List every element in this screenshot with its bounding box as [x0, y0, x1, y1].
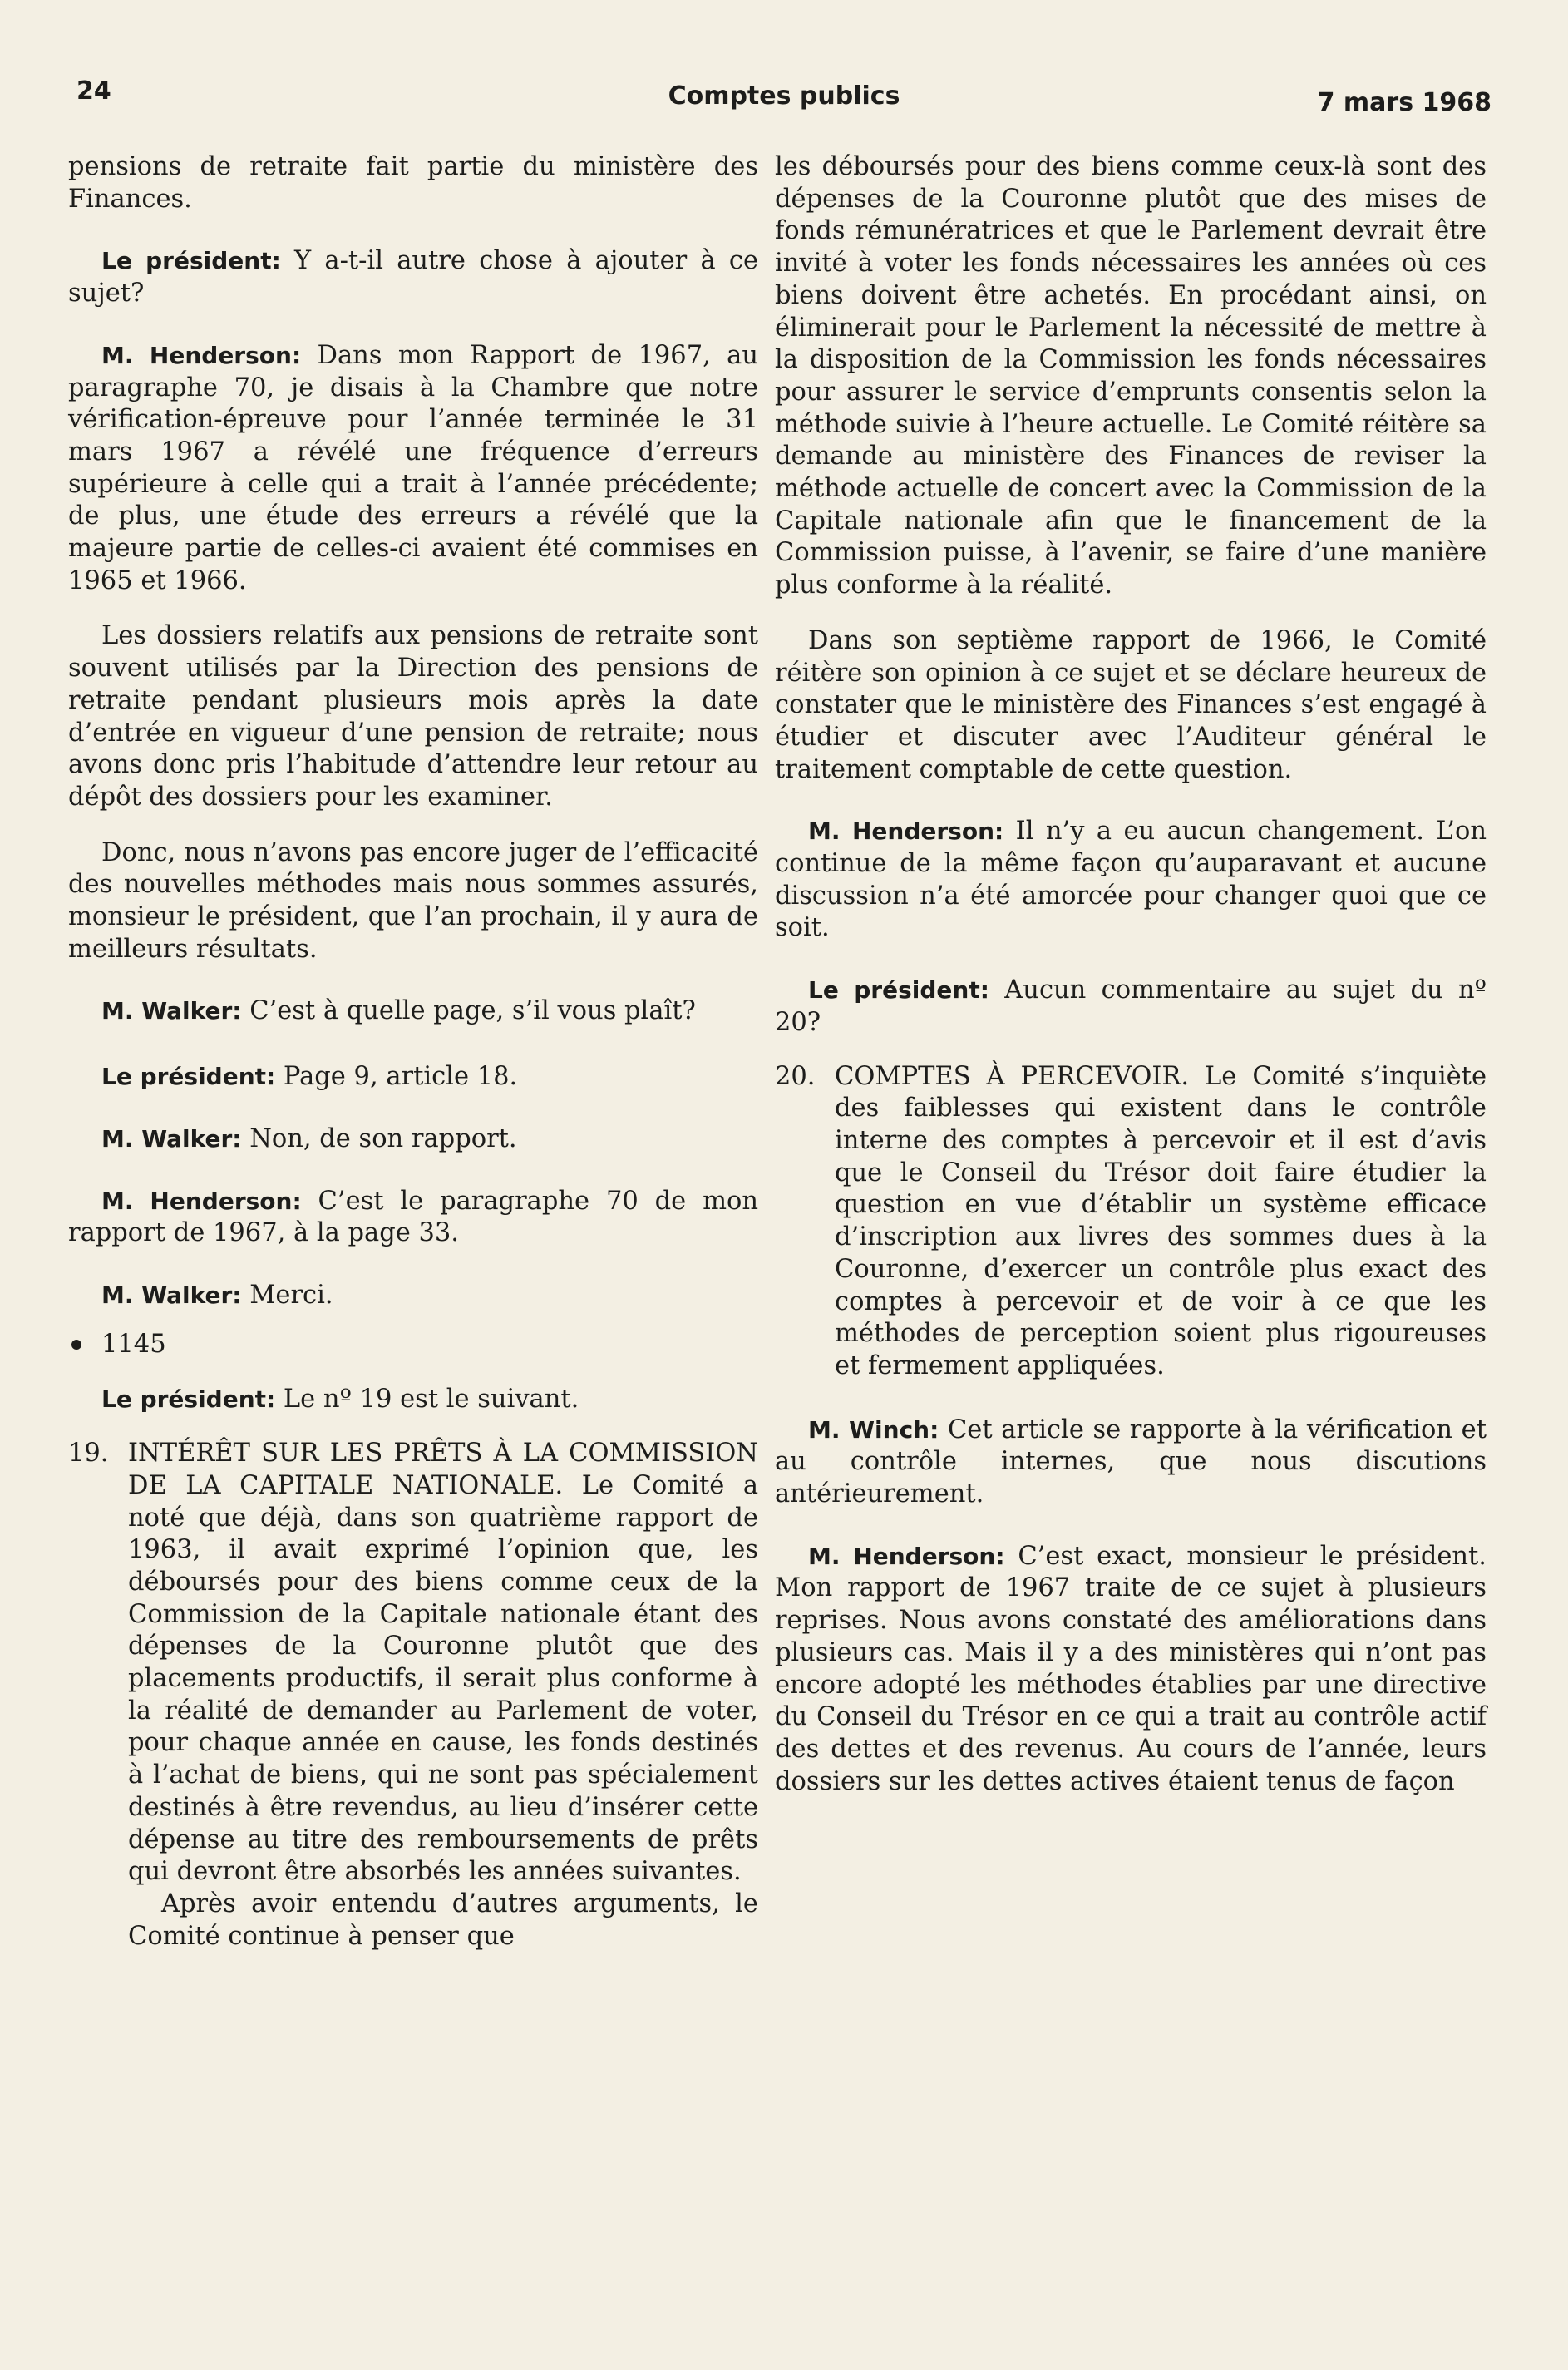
speaker-name: Le président:	[101, 1385, 276, 1414]
running-title: Comptes publics	[668, 81, 900, 111]
speaker-name: Le président:	[808, 976, 989, 1005]
speaker-name: M. Henderson:	[808, 1542, 1005, 1570]
speech-text: Dans mon Rapport de 1967, au paragraphe 70, je disais à la Chambre que notre vérification-épreuve pour l’année terminée le 31 mars 1967 a révélé une fréquence d’erreurs supérieure à celle qui a trait à l’année précédente; de plus, une étude des erreurs a révélé que la majeure partie de celles-ci avaient été commises en 1965 et 1966.	[68, 340, 759, 595]
item-paragraph: Après avoir entendu d’autres arguments, le Comité continue à penser que	[128, 1889, 758, 1951]
page-number: 24	[76, 77, 111, 106]
header-date: 7 mars 1968	[1317, 88, 1492, 117]
time-marker-text: 1145	[101, 1329, 166, 1359]
speech-text: Y a-t-il autre chose à ajouter à ce sujet?	[68, 246, 759, 309]
paragraph	[775, 816, 1487, 945]
time-marker	[68, 1329, 758, 1361]
paragraph	[68, 995, 758, 1028]
page-header	[76, 77, 1492, 120]
paragraph	[775, 1415, 1487, 1511]
paragraph: les déboursés pour des biens comme ceux-là sont des dépenses de la Couronne plutôt que des mises de fonds rémunératrices et que le Parlement devrait être invité à voter les fonds nécessaires les années où ces biens doivent être achetés. En procédant ainsi, on éliminerait pour le Parlement la nécessité de mettre à la disposition de la Commission les fonds nécessaires pour assurer le service d’emprunts consentis selon la méthode suivie à l’heure actuelle. Le Comité réitère sa demande au ministère des Finances de reviser la méthode actuelle de concert avec la Commission de la Capitale nationale afin que le financement de la Commission puisse, à l’avenir, se faire d’une manière plus conforme à la réalité.	[775, 152, 1487, 600]
speech-text: Page 9, article 18.	[275, 1062, 518, 1092]
right-column	[775, 151, 1487, 1828]
numbered-item	[775, 1061, 1487, 1383]
speaker-name: Le président:	[101, 1063, 276, 1091]
paragraph	[775, 1541, 1487, 1799]
speech-text: Il n’y a eu aucun changement. L’on continue de la même façon qu’auparavant et aucune discussion n’a été amorcée pour changer quoi que ce soit.	[775, 817, 1487, 943]
speech-text: Merci.	[241, 1280, 333, 1310]
item-text: INTÉRÊT SUR LES PRÊTS À LA COMMISSION DE LA CAPITALE NATIONALE. Le Comité a noté que déjà, dans son quatrième rapport de 1963, il avait exprimé l’opinion que, les déboursés pour des biens comme ceux de la Commission de la Capitale nationale étant des dépenses de la Couronne plutôt que des placements productifs, il serait plus conforme à la réalité de demander au Parlement de voter, pour chaque année en cause, les fonds destinés à l’achat de biens, qui ne sont pas spécialement destinés à être revendus, au lieu d’insérer cette dépense au titre des remboursements de prêts qui devront être absorbés les années suivantes.	[128, 1439, 758, 1887]
speaker-name: M. Walker:	[101, 997, 242, 1025]
speech-text: Le nº 19 est le suivant.	[275, 1385, 579, 1415]
paragraph	[68, 1186, 758, 1250]
paragraph: Dans son septième rapport de 1966, le Comité réitère son opinion à ce sujet et se déclare heureux de constater que le ministère des Finances s’est engagé à étudier et discuter avec l’Auditeur général le traitement comptable de cette question.	[775, 625, 1487, 784]
paragraph	[68, 1384, 758, 1416]
paragraph	[68, 1280, 758, 1312]
paragraph	[68, 245, 758, 309]
item-text: COMPTES À PERCEVOIR. Le Comité s’inquiète des faiblesses qui existent dans le contrôle interne des comptes à percevoir et il est d’avis que le Conseil du Trésor doit faire étudier la question en vue d’établir un système efficace d’inscription aux livres des sommes dues à la Couronne, d’exercer un contrôle plus exact des comptes à percevoir et de voir à ce que les méthodes de perception soient plus rigoureuses et fermement appliquées.	[835, 1061, 1487, 1380]
speaker-name: M. Henderson:	[101, 1187, 302, 1215]
speech-text: C’est à quelle page, s’il vous plaît?	[241, 996, 696, 1026]
item-number: 19.	[68, 1439, 109, 1469]
left-column	[68, 151, 758, 1953]
bullet-icon	[71, 1340, 81, 1350]
speaker-name: M. Walker:	[101, 1124, 242, 1153]
speech-text: Aucun commentaire au sujet du nº 20?	[775, 975, 1487, 1037]
speaker-name: Le président:	[101, 247, 281, 275]
paragraph	[68, 1123, 758, 1156]
paragraph	[68, 340, 758, 598]
speaker-name: M. Winch:	[808, 1415, 939, 1444]
speaker-name: M. Henderson:	[101, 341, 302, 369]
item-number: 20.	[775, 1061, 816, 1091]
paragraph	[775, 975, 1487, 1039]
speech-text: C’est le paragraphe 70 de mon rapport de 1967, à la page 33.	[68, 1186, 758, 1248]
paragraph: Donc, nous n’avons pas encore juger de l’efficacité des nouvelles méthodes mais nous sommes assurés, monsieur le président, que l’an prochain, il y aura de meilleurs résultats.	[68, 837, 758, 964]
paragraph: pensions de retraite fait partie du ministère des Finances.	[68, 152, 758, 214]
speech-text: Non, de son rapport.	[241, 1123, 517, 1153]
speech-text: Cet article se rapporte à la vérification et au contrôle internes, que nous discutions antérieurement.	[775, 1415, 1487, 1509]
paragraph: Les dossiers relatifs aux pensions de retraite sont souvent utilisés par la Direction des pensions de retraite pendant plusieurs mois après la date d’entrée en vigueur d’une pension de retraite; nous avons donc pris l’habitude d’attendre leur retour au dépôt des dossiers pour les examiner.	[68, 621, 758, 812]
speech-text: C’est exact, monsieur le président. Mon rapport de 1967 traite de ce sujet à plusieurs reprises. Nous avons constaté des améliorations dans plusieurs cas. Mais il y a des ministères qui n’ont pas encore adopté les méthodes établies par une directive du Conseil du Trésor en ce qui a trait au contrôle actif des dettes et des revenus. Au cours de l’année, leurs dossiers sur les dettes actives étaient tenus de façon	[775, 1541, 1487, 1796]
numbered-item	[68, 1438, 758, 1953]
paragraph	[68, 1061, 758, 1094]
speaker-name: M. Henderson:	[808, 817, 1004, 846]
speaker-name: M. Walker:	[101, 1281, 242, 1309]
